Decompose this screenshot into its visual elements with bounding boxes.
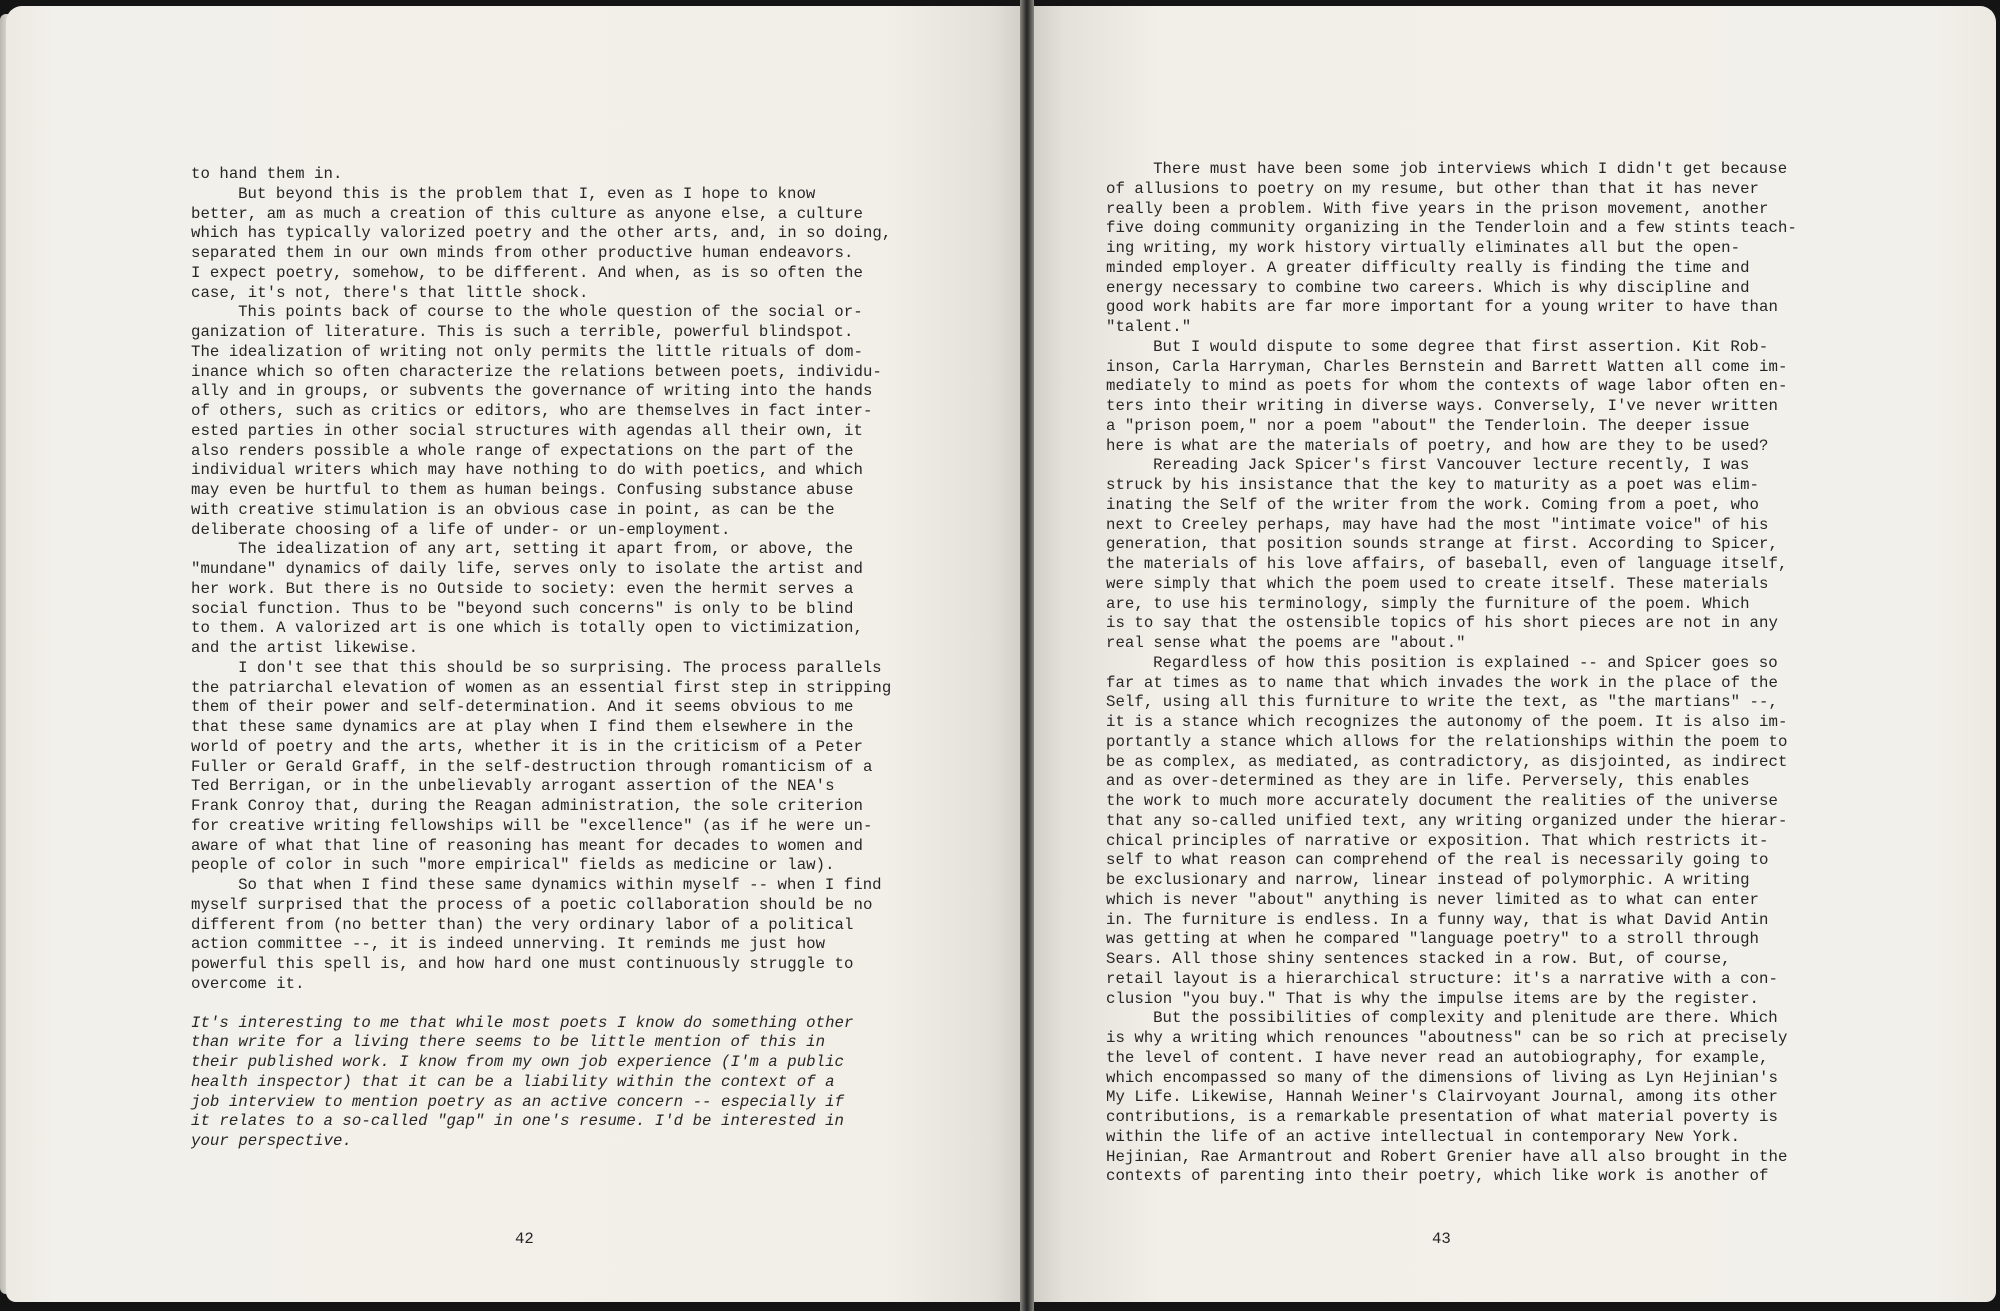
text-line: them of their power and self-determination. And it seems obvious to me [191, 698, 854, 717]
text-line: really been a problem. With five years in the prison movement, another [1106, 199, 1769, 218]
text-line: the patriarchal elevation of women as an essential first step in stripping [191, 678, 892, 697]
text-line: to them. A valorized art is one which is totally open to victimization, [191, 619, 863, 638]
text-line: aware of what that line of reasoning has meant for decades to women and [191, 836, 863, 855]
text-line: Self, using all this furniture to write the text, as "the martians" --, [1106, 693, 1778, 712]
left-page-body [191, 165, 991, 1152]
text-line: ally and in groups, or subvents the governance of writing into the hands [191, 382, 873, 401]
interview-question-line: It's interesting to me that while most poets I know do something other [191, 1013, 854, 1032]
text-line: were simply that which the poem used to create itself. These materials [1106, 574, 1769, 593]
text-line: which encompassed so many of the dimensions of living as Lyn Hejinian's [1106, 1068, 1778, 1087]
text-line: But I would dispute to some degree that first assertion. Kit Rob- [1153, 337, 1769, 356]
text-line: for creative writing fellowships will be "excellence" (as if he were un- [191, 816, 873, 835]
text-line: "talent." [1106, 318, 1192, 336]
text-line: within the life of an active intellectual in contemporary New York. [1106, 1127, 1741, 1146]
text-line: different from (no better than) the very ordinary labor of a political [191, 915, 854, 934]
text-line: world of poetry and the arts, whether it is in the criticism of a Peter [191, 737, 863, 756]
text-line: a "prison poem," nor a poem "about" the Tenderloin. The deeper issue [1106, 416, 1750, 435]
text-line: struck by his insistance that the key to maturity as a poet was elim- [1106, 476, 1760, 494]
text-line: But the possibilities of complexity and plenitude are there. Which [1153, 1009, 1778, 1028]
text-line: self to what reason can comprehend of the real is necessarily going to [1106, 851, 1769, 870]
text-line: I don't see that this should be so surprising. The process parallels [238, 658, 882, 677]
interview-question-line: job interview to mention poetry as an active concern -- especially if [191, 1092, 845, 1111]
right-page-number: 43 [1432, 1230, 1451, 1248]
text-line: separated them in our own minds from other productive human endeavors. [191, 244, 854, 262]
text-line: energy necessary to combine two careers. Which is why discipline and [1106, 278, 1750, 297]
right-page-body [1106, 160, 1906, 1187]
text-line: people of color in such "more empirical" fields as medicine or law). [191, 856, 835, 875]
text-line: The idealization of any art, setting it apart from, or above, the [238, 540, 854, 559]
text-line: was getting at when he compared "language poetry" to a stroll through [1106, 930, 1760, 949]
text-line: her work. But there is no Outside to society: even the hermit serves a [191, 579, 854, 598]
text-line: better, am as much a creation of this culture as anyone else, a culture [191, 204, 863, 223]
text-line: mediately to mind as poets for whom the contexts of wage labor often en- [1106, 377, 1788, 396]
text-line: contributions, is a remarkable presentation of what material poverty is [1106, 1108, 1778, 1126]
text-line: inson, Carla Harryman, Charles Bernstein and Barrett Watten all come im- [1106, 357, 1788, 376]
text-line: retail layout is a hierarchical structure: it's a narrative with a con- [1106, 969, 1778, 988]
text-line: This points back of course to the whole question of the social or- [238, 303, 863, 322]
text-line: Rereading Jack Spicer's first Vancouver lecture recently, I was [1153, 456, 1750, 475]
text-line: far at times as to name that which invades the work in the place of the [1106, 673, 1778, 692]
text-line: good work habits are far more important for a young writer to have than [1106, 298, 1778, 317]
text-line: powerful this spell is, and how hard one must continuously struggle to [191, 955, 854, 973]
text-line: Hejinian, Rae Armantrout and Robert Grenier have all also brought in the [1106, 1147, 1788, 1166]
interview-question-line: than write for a living there seems to be little mention of this in [191, 1033, 826, 1052]
text-line: is to say that the ostensible topics of his short pieces are not in any [1106, 614, 1778, 633]
text-line: inance which so often characterize the relations between poets, individu- [191, 362, 882, 381]
text-line: that any so-called unified text, any writing organized under the hierar- [1106, 811, 1788, 830]
text-line: the materials of his love affairs, of baseball, even of language itself, [1106, 555, 1788, 573]
text-line: Fuller or Gerald Graff, in the self-destruction through romanticism of a [191, 757, 873, 776]
text-line: I expect poetry, somehow, to be different. And when, as is so often the [191, 263, 863, 282]
text-line: of others, such as critics or editors, who are themselves in fact inter- [191, 402, 873, 420]
text-line: which is never "about" anything is never limited as to what can enter [1106, 890, 1760, 909]
text-line: Ted Berrigan, or in the unbelievably arrogant assertion of the NEA's [191, 777, 835, 796]
text-line: My Life. Likewise, Hannah Weiner's Clairvoyant Journal, among its other [1106, 1088, 1778, 1107]
text-line: social function. Thus to be "beyond such concerns" is only to be blind [191, 599, 854, 618]
text-line: and the artist likewise. [191, 639, 419, 657]
text-line: ested parties in other social structures with agendas all their own, it [191, 421, 863, 440]
text-line: to hand them in. [191, 165, 343, 183]
text-line: Frank Conroy that, during the Reagan administration, the sole criterion [191, 797, 863, 815]
text-line: also renders possible a whole range of expectations on the part of the [191, 441, 854, 460]
text-line: But beyond this is the problem that I, even as I hope to know [238, 184, 816, 203]
text-line: next to Creeley perhaps, may have had the most "intimate voice" of his [1106, 515, 1769, 534]
text-line: Regardless of how this position is explained -- and Spicer goes so [1153, 653, 1778, 672]
text-line: There must have been some job interviews which I didn't get because [1153, 160, 1788, 178]
book-gutter [1020, 0, 1034, 1311]
text-line: the level of content. I have never read an autobiography, for example, [1106, 1048, 1769, 1067]
text-line: overcome it. [191, 974, 305, 993]
text-line: five doing community organizing in the Tenderloin and a few stints teach- [1106, 219, 1797, 238]
interview-question-line: their published work. I know from my own job experience (I'm a public [191, 1053, 845, 1071]
text-line: clusion "you buy." That is why the impulse items are by the register. [1106, 989, 1760, 1008]
text-line: ters into their writing in diverse ways. Conversely, I've never written [1106, 397, 1778, 415]
text-line: The idealization of writing not only permits the little rituals of dom- [191, 342, 863, 361]
text-line: with creative stimulation is an obvious case in point, as can be the [191, 500, 835, 519]
text-line: generation, that position sounds strange at first. According to Spicer, [1106, 535, 1778, 554]
text-line: portantly a stance which allows for the relationships within the poem to [1106, 732, 1788, 751]
text-line: Sears. All those shiny sentences stacked in a row. But, of course, [1106, 950, 1731, 968]
text-line: that these same dynamics are at play when I find them elsewhere in the [191, 718, 854, 736]
text-line: inating the Self of the writer from the work. Coming from a poet, who [1106, 495, 1760, 514]
text-line: real sense what the poems are "about." [1106, 634, 1466, 652]
text-line: case, it's not, there's that little shock. [191, 283, 589, 302]
text-line: are, to use his terminology, simply the furniture of the poem. Which [1106, 594, 1750, 613]
interview-question-line: health inspector) that it can be a liability within the context of a [191, 1072, 835, 1091]
text-line: individual writers which may have nothing to do with poetics, and which [191, 461, 863, 480]
text-line: be exclusionary and narrow, linear instead of polymorphic. A writing [1106, 871, 1750, 889]
text-line: may even be hurtful to them as human beings. Confusing substance abuse [191, 481, 854, 499]
text-line: action committee --, it is indeed unnerving. It reminds me just how [191, 935, 826, 954]
text-line: deliberate choosing of a life of under- or un-employment. [191, 520, 731, 539]
text-line: it is a stance which recognizes the autonomy of the poem. It is also im- [1106, 713, 1788, 731]
text-line: contexts of parenting into their poetry, which like work is another of [1106, 1167, 1769, 1186]
text-line: which has typically valorized poetry and the other arts, and, in so doing, [191, 224, 892, 243]
text-line: So that when I find these same dynamics within myself -- when I find [238, 876, 882, 894]
left-page-number: 42 [515, 1230, 534, 1248]
text-line: of allusions to poetry on my resume, but other than that it has never [1106, 179, 1760, 198]
interview-question-line: your perspective. [191, 1132, 352, 1150]
text-line: is why a writing which renounces "aboutness" can be so rich at precisely [1106, 1029, 1788, 1047]
text-line: in. The furniture is endless. In a funny way, that is what David Antin [1106, 910, 1769, 929]
text-line: be as complex, as mediated, as contradictory, as disjointed, as indirect [1106, 752, 1788, 771]
text-line: myself surprised that the process of a poetic collaboration should be no [191, 895, 873, 914]
text-line: ganization of literature. This is such a terrible, powerful blindspot. [191, 323, 854, 341]
interview-question-line: it relates to a so-called "gap" in one's resume. I'd be interested in [191, 1112, 845, 1131]
text-line: and as over-determined as they are in life. Perversely, this enables [1106, 772, 1750, 791]
text-line: minded employer. A greater difficulty really is finding the time and [1106, 258, 1750, 277]
text-line: the work to much more accurately document the realities of the universe [1106, 792, 1778, 810]
text-line: ing writing, my work history virtually eliminates all but the open- [1106, 239, 1741, 257]
text-line: "mundane" dynamics of daily life, serves only to isolate the artist and [191, 560, 863, 578]
text-line: here is what are the materials of poetry, and how are they to be used? [1106, 436, 1769, 455]
text-line: chical principles of narrative or exposition. That which restricts it- [1106, 831, 1769, 850]
